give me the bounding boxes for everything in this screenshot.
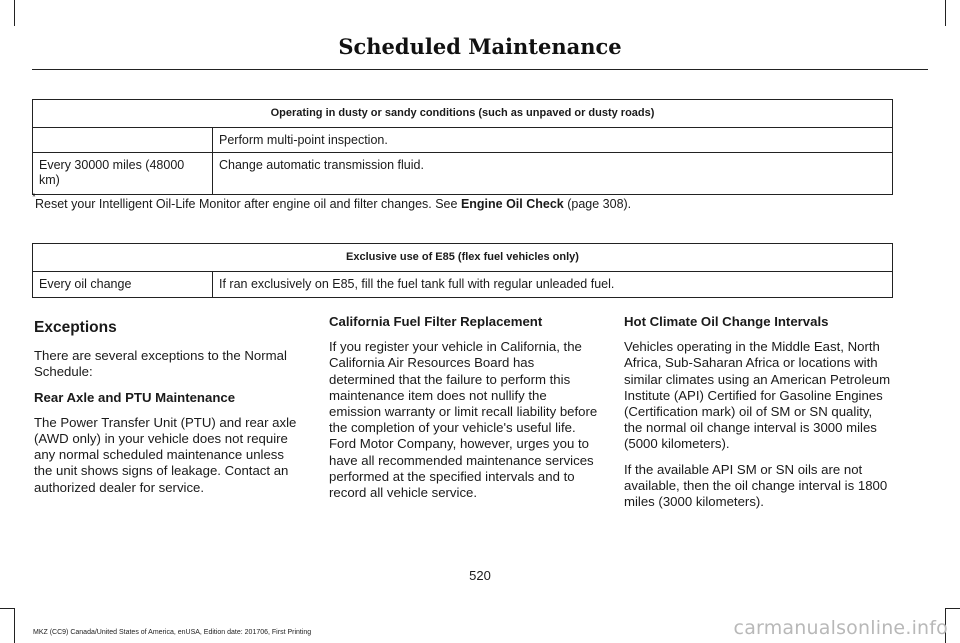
footnote-text-before: Reset your Intelligent Oil-Life Monitor after engine oil and filter changes. See <box>35 197 461 211</box>
footnote-text <box>32 197 631 211</box>
column-california-fuel-filter <box>329 314 599 510</box>
table-heading: Operating in dusty or sandy conditions (such as unpaved or dusty roads) <box>33 100 893 128</box>
e85-table <box>32 243 893 298</box>
table-header-row <box>33 100 893 128</box>
action-cell: Change automatic transmission fluid. <box>213 153 893 195</box>
engine-oil-check-link[interactable]: Engine Oil Check <box>460 197 564 211</box>
table-heading: Exclusive use of E85 (flex fuel vehicles only) <box>33 244 893 272</box>
sub-heading: California Fuel Filter Replacement <box>329 314 543 329</box>
dusty-conditions-table <box>32 99 893 195</box>
title-divider <box>32 69 928 70</box>
sub-heading: Hot Climate Oil Change Intervals <box>624 314 829 329</box>
table-row <box>33 153 893 195</box>
footnote-text-after: (page 308). <box>563 197 632 211</box>
paragraph: Vehicles operating in the Middle East, North Africa, Sub-Saharan Africa or locations with similar climates using an American Petroleum Institute (API) Certified for Gasoline Engines (Certification mark) oil of SM or SN quality, the normal oil change interval is 3000 miles (5000 kilometers). <box>624 339 891 452</box>
paragraph: If you register your vehicle in California, the California Air Resources Board has determined that the failure to perform this maintenance item does not nullify the emission warranty or limit recall liability before the completion of your vehicle's useful life. Ford Motor Company, however, urges you to have all recommended maintenance services performed at the specified intervals and to record all vehicle service. <box>329 339 598 501</box>
table-header-row <box>33 244 893 272</box>
table-row <box>33 272 893 298</box>
crop-mark-top-right <box>945 0 946 26</box>
action-cell: Perform multi-point inspection. <box>213 128 893 153</box>
page-title: Scheduled Maintenance <box>338 34 622 59</box>
table-row <box>33 128 893 153</box>
crop-mark-bottom-right-horizontal <box>946 608 960 609</box>
watermark: carmanualsonline.info <box>733 617 948 639</box>
column-hot-climate <box>624 314 894 519</box>
page-number: 520 <box>469 568 491 583</box>
paragraph: There are several exceptions to the Normal Schedule: <box>34 348 287 380</box>
paragraph: The Power Transfer Unit (PTU) and rear axle (AWD only) in your vehicle does not require any normal scheduled maintenance unless the unit shows signs of leakage. Contact an authorized dealer for service. <box>34 414 297 495</box>
action-cell: If ran exclusively on E85, fill the fuel tank full with regular unleaded fuel. <box>213 272 893 298</box>
crop-mark-top-left <box>14 0 15 26</box>
edition-info: MKZ (CC9) Canada/United States of America, enUSA, Edition date: 201706, First Printing <box>33 629 312 636</box>
crop-mark-bottom-left-horizontal <box>0 608 14 609</box>
crop-mark-bottom-left <box>14 608 15 643</box>
interval-cell <box>33 128 213 153</box>
interval-cell: Every 30000 miles (48000 km) <box>33 153 213 195</box>
interval-cell: Every oil change <box>33 272 213 298</box>
footnote-marker: * <box>32 192 36 203</box>
paragraph: If the available API SM or SN oils are not available, then the oil change interval is 1800 miles (3000 kilometers). <box>624 461 888 510</box>
sub-heading: Rear Axle and PTU Maintenance <box>34 389 236 405</box>
footnote <box>32 192 912 212</box>
column-exceptions <box>34 314 304 505</box>
section-heading: Exceptions <box>34 319 117 336</box>
